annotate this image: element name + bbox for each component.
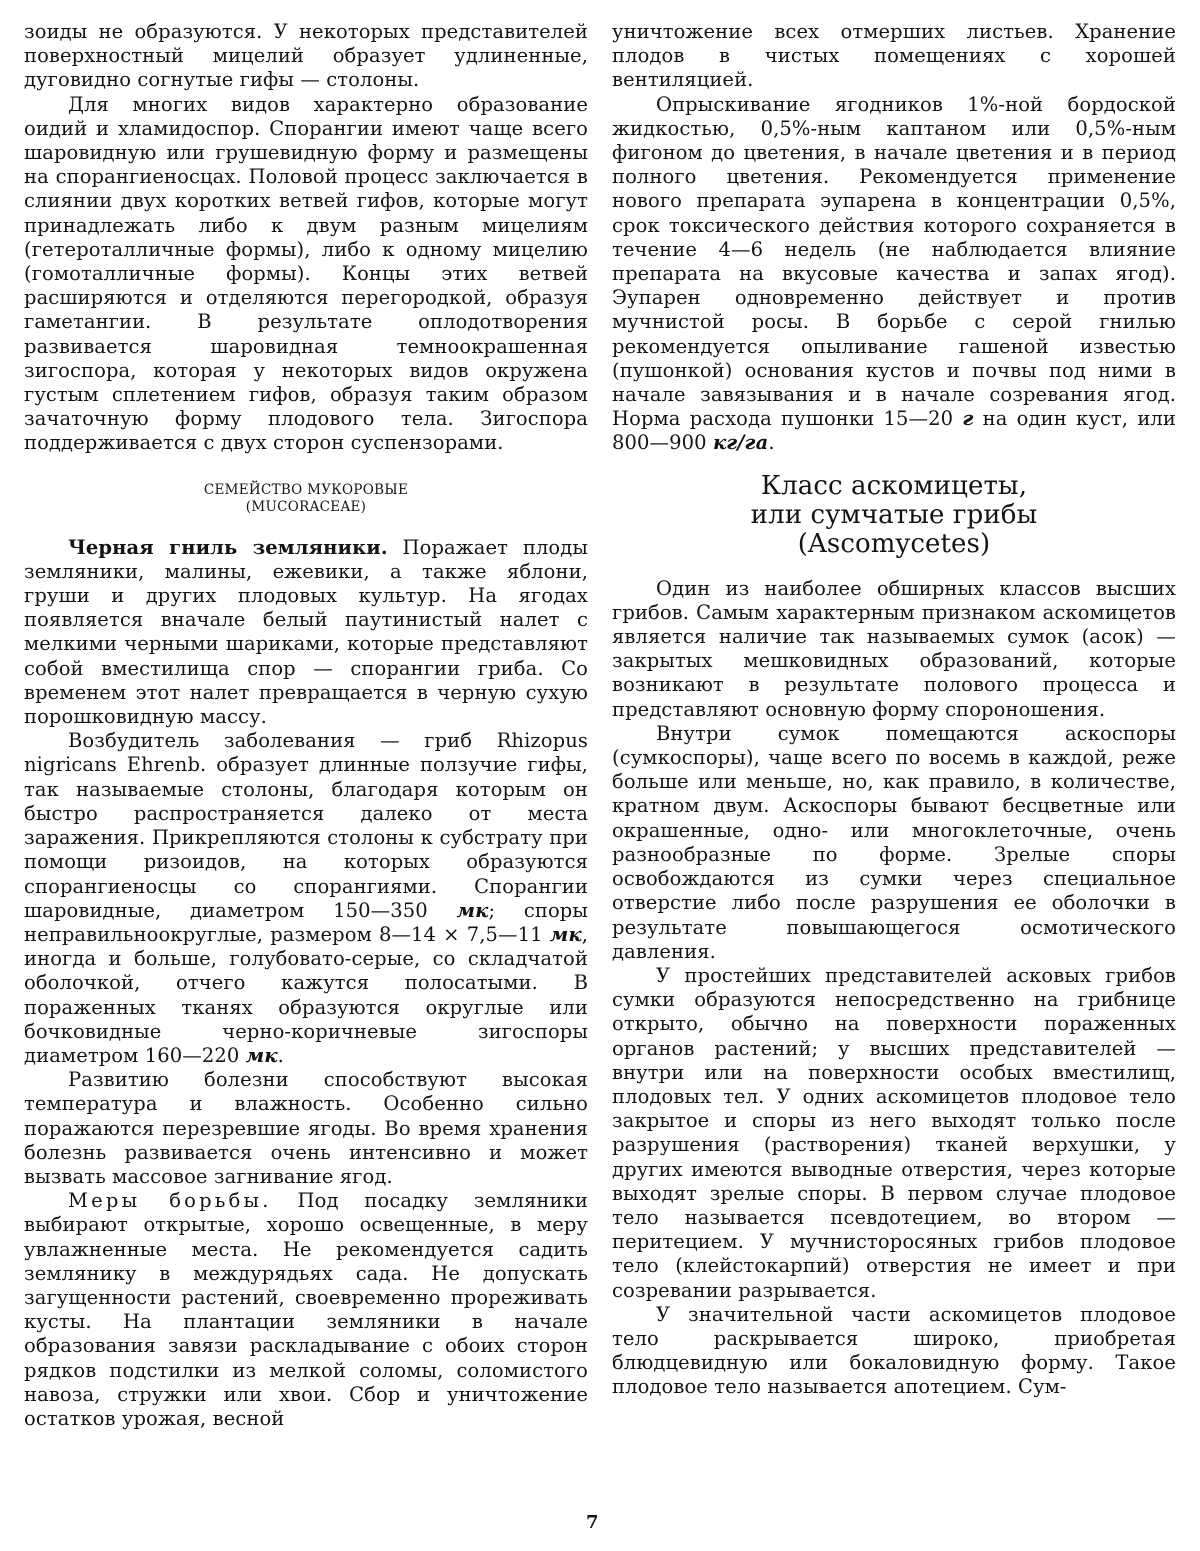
right-column xyxy=(612,20,1176,1400)
class-heading-line: или сумчатые грибы xyxy=(750,499,1038,530)
class-heading xyxy=(612,472,1176,559)
left-column xyxy=(24,20,588,1431)
paragraph: У простейших представителей асковых грибов сумки образуются непосредственно на грибнице открыто, обычно на поверхности пораженных органов растений; у высших представителей — внутри или на поверхности особых вместилищ, плодовых тел. У одних аскомицетов плодовое тело закрытое и споры из него выходят только после разрушения (растворения) тканей верхушки, у других имеются выводные отверстия, через которые выходят зрелые споры. В первом случае плодовое тело называется псевдотецием, во втором — перитецием. У мучнисторосяных грибов плодовое тело (клейстокарпий) отверстия не имеет и при созревании разрывается. xyxy=(612,963,1176,1302)
unit-label: кг/га xyxy=(712,431,769,455)
paragraph xyxy=(24,729,588,1068)
class-heading-line: Класс аскомицеты, xyxy=(760,470,1028,501)
paragraph: уничтожение всех отмерших листьев. Хранение плодов в чистых помещениях с хорошей вентиляцией. xyxy=(612,20,1176,92)
paragraph xyxy=(24,536,588,730)
family-heading-latin: (MUCORACEAE) xyxy=(245,498,367,515)
paragraph-text: Опрыскивание ягодников 1%-ной бордоской жидкостью, 0,5%-ным каптаном или 0,5%-ным фигоном до цветения, в начале цветения и в период полного цветения. Рекомендуется применение нового препарата эупарена в концентрации 0,5%, срок токсического действия которого сохраняется в течение 4—6 недель (не наблюдается влияние препарата на вкусовые качества и запах ягод). Эупарен одновременно действует и против мучнистой росы. В борьбе с серой гнилью рекомендуется опыливание гашеной известью (пушонкой) основания кустов и почвы под ними в начале завязывания и в начале созревания ягод. Норма расхода пушонки 15—20 xyxy=(612,92,1176,431)
paragraph: зоиды не образуются. У некоторых представителей поверхностный мицелий образует удлиненные, дуговидно согнутые гифы — столоны. xyxy=(24,20,588,92)
paragraph: Развитию болезни способствуют высокая температура и влажность. Особенно сильно поражаются перезревшие ягоды. Во время хранения болезнь развивается очень интенсивно и может вызвать массовое загнивание ягод. xyxy=(24,1068,588,1188)
paragraph-text: . xyxy=(277,1043,284,1067)
paragraph: Для многих видов характерно образование оидий и хламидоспор. Спорангии имеют чаще всего шаровидную или грушевидную форму и размещены на спорангиеносцах. Половой процесс заключается в слиянии двух коротких ветвей гифов, которые могут принадлежать либо к двум разным мицелиям (гетероталличные формы), либо к одному мицелию (гомоталличные формы). Концы этих ветвей расширяются и отделяются перегородкой, образуя гаметангии. В результате оплодотворения развивается шаровидная темноокрашенная зигоспора, которая у некоторых видов окружена густым сплетением гифов, образуя таким образом зачаточную форму плодового тела. Зигоспора поддерживается с двух сторон суспензорами. xyxy=(24,92,588,455)
paragraph xyxy=(24,1189,588,1431)
unit-label: мк xyxy=(456,898,489,922)
paragraph: Один из наиболее обширных классов высших грибов. Самым характерным признаком аскомицетов является наличие так называемых сумок (асок) — закрытых мешковидных образований, которые возникают в результате полового процесса и представляют основную форму спороношения. xyxy=(612,576,1176,721)
paragraph xyxy=(612,93,1176,456)
unit-label: мк xyxy=(549,922,582,946)
unit-label: г xyxy=(962,407,974,431)
paragraph: Внутри сумок помещаются аскоспоры (сумкоспоры), чаще всего по восемь в каждой, реже больше или меньше, но, как правило, в количестве, кратном двум. Аскоспоры бывают бесцветные или окрашенные, одно- или многоклеточные, очень разнообразные по форме. Зрелые споры освобождаются из сумки через специальное отверстие либо после разрушения ее оболочки в результате повышающегося осмотического давления. xyxy=(612,721,1176,963)
paragraph-text: Поражает плоды земляники, малины, ежевики, а также яблони, груши и других плодовых культур. На ягодах появляется вначале белый паутинистый налет с мелкими черными шариками, которые представляют собой вместилища спор — спорангии гриба. Со временем этот налет превращается в черную сухую порошковидную массу. xyxy=(24,535,588,729)
paragraph-text: . xyxy=(768,431,775,455)
paragraph-text: ; споры неправильноокруглые, размером 8—14 × 7,5—11 xyxy=(24,898,588,946)
paragraph-text: Возбудитель заболевания — гриб Rhizopus nigricans Ehrenb. образует длинные ползучие гифы, так называемые столоны, благодаря которым он быстро распространяется далеко от места заражения. Прикрепляются столоны к субстрату при помощи ризоидов, на которых образуются спорангиеносцы со спорангиями. Спорангии шаровидные, диаметром 150—350 xyxy=(24,729,588,922)
paragraph-text: на один куст, или 800—900 xyxy=(612,407,1176,455)
class-heading-latin: (Ascomycetes) xyxy=(797,528,991,559)
unit-label: мк xyxy=(245,1043,278,1067)
paragraph: У значительной части аскомицетов плодовое тело раскрывается широко, приобретая блюдцевидную или бокаловидную форму. Такое плодовое тело называется апотецием. Сум- xyxy=(612,1302,1176,1399)
control-measures-heading: Меры борьбы. xyxy=(68,1189,272,1213)
page-number: 7 xyxy=(586,1512,599,1533)
disease-name: Черная гниль земляники. xyxy=(68,535,388,559)
family-heading xyxy=(24,482,588,516)
paragraph-text: Под посадку земляники выбирают открытые, хорошо освещенные, в меру увлажненные места. Не рекомендуется садить землянику в междурядьях сада. Не допускать загущенности растений, своевременно прореживать кусты. На плантации земляники в начале образования завязи раскладывание с обоих сторон рядков подстилки из мелкой соломы, соломистого навоза, стружки или хвои. Сбор и уничтожение остатков урожая, весной xyxy=(24,1189,588,1430)
family-heading-name: СЕМЕЙСТВО МУКОРОВЫЕ xyxy=(203,481,409,498)
paragraph-text: , иногда и больше, голубовато-серые, со складчатой оболочкой, отчего кажутся полосатыми. В пораженных тканях образуются округлые или бочковидные черно-коричневые зигоспоры диаметром 160—220 xyxy=(24,922,588,1067)
